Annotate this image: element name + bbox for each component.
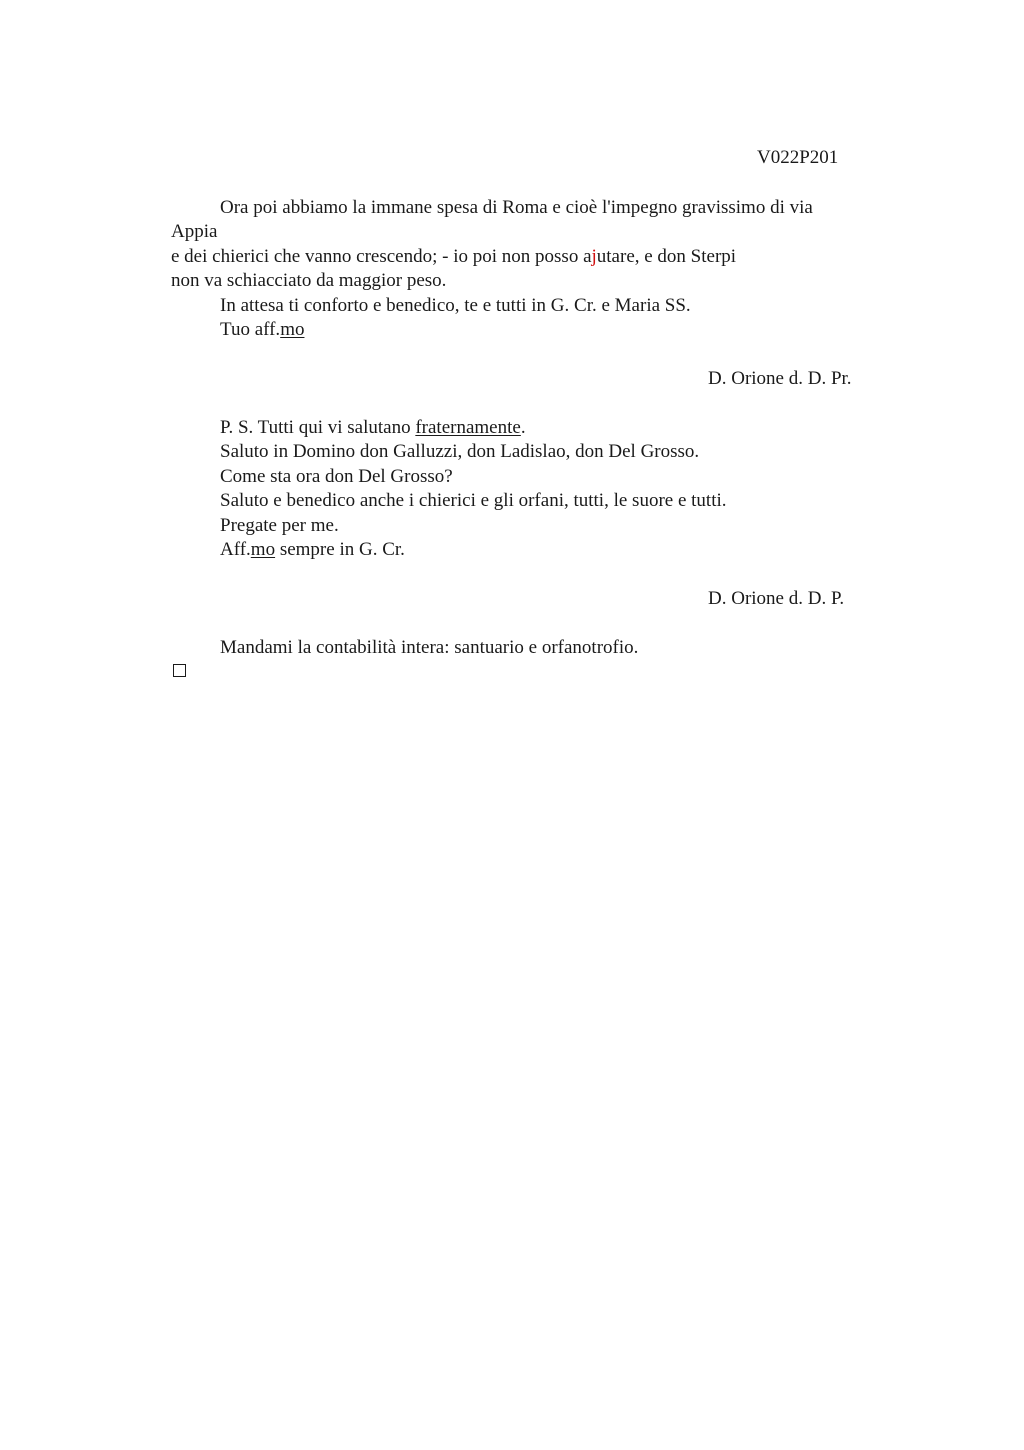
signature-1: D. Orione d. D. Pr.: [708, 368, 852, 389]
paragraph-1-line-3-start: e dei chierici che vanno crescendo; - io poi non posso a: [171, 246, 592, 267]
postscript-suffix: .: [520, 417, 526, 438]
paragraph-1-line-3: [171, 245, 736, 269]
closing-2-prefix: Aff.: [220, 539, 251, 560]
postscript-line-4: Pregate per me.: [220, 515, 339, 536]
postscript-line-3: Saluto e benedico anche i chierici e gli orfani, tutti, le suore e tutti.: [220, 490, 727, 511]
paragraph-1-line-3-end: utare, e don Sterpi: [596, 246, 737, 267]
postscript-line-1: Saluto in Domino don Galluzzi, don Ladislao, don Del Grosso.: [220, 441, 700, 462]
postscript-opening: [220, 416, 526, 440]
postscript-prefix: P. S. Tutti qui vi salutano: [220, 417, 416, 438]
signature-2: D. Orione d. D. P.: [708, 588, 845, 609]
paragraph-1-line-2: Appia: [171, 221, 218, 242]
final-note: Mandami la contabilità intera: santuario e orfanotrofio.: [220, 637, 639, 658]
closing-2-underlined: mo: [250, 539, 276, 560]
empty-square-icon: [173, 664, 186, 677]
paragraph-1-line-4: non va schiacciato da maggior peso.: [171, 270, 447, 291]
closing-1-underlined: mo: [280, 319, 305, 340]
closing-1: [220, 318, 304, 342]
closing-2: [220, 538, 405, 562]
postscript-line-2: Come sta ora don Del Grosso?: [220, 466, 453, 487]
closing-1-prefix: Tuo aff.: [220, 319, 281, 340]
document-id: V022P201: [757, 147, 839, 168]
paragraph-2: In attesa ti conforto e benedico, te e tutti in G. Cr. e Maria SS.: [220, 295, 691, 316]
closing-2-suffix: sempre in G. Cr.: [275, 539, 405, 560]
postscript-underlined: fraternamente: [415, 417, 521, 438]
paragraph-1-line-1: Ora poi abbiamo la immane spesa di Roma e cioè l'impegno gravissimo di via: [220, 197, 813, 218]
highlighted-letter: j: [591, 246, 597, 267]
